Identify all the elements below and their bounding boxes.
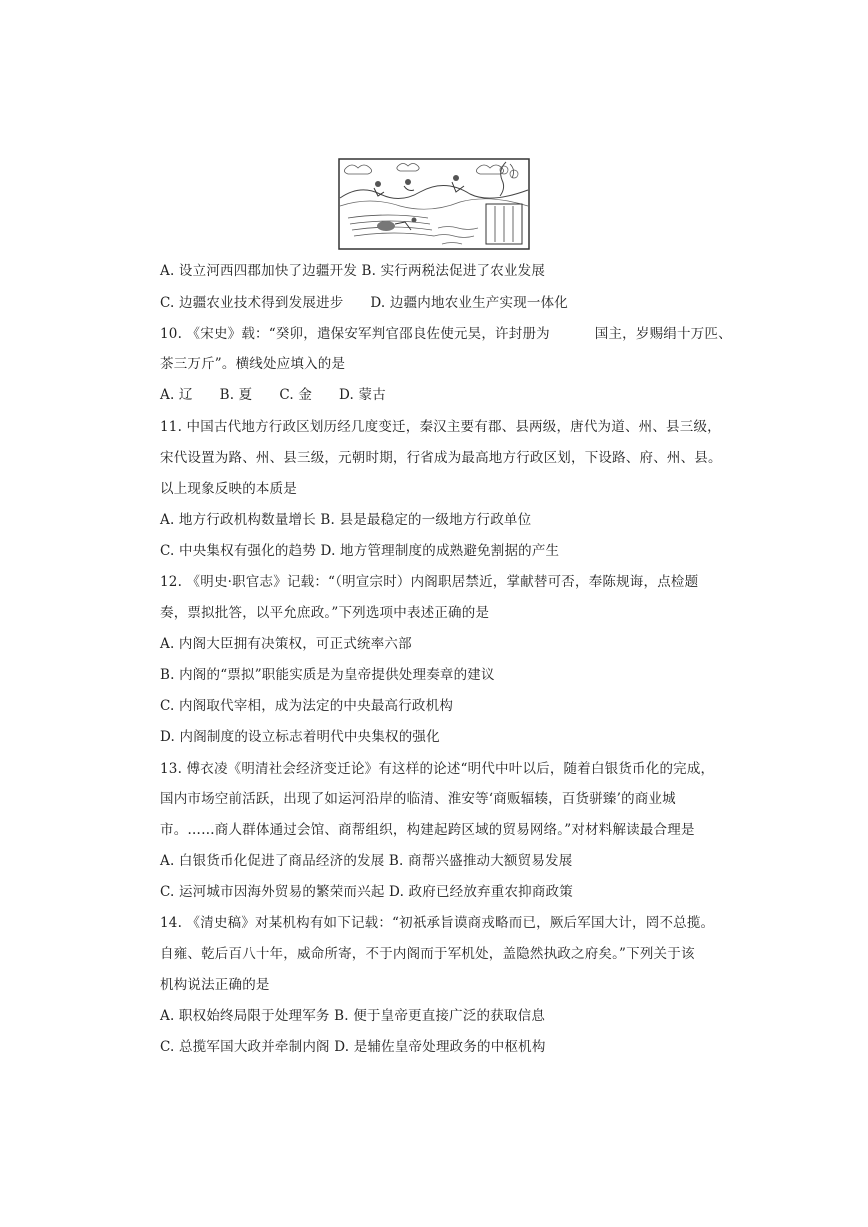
q9-options-cd: C. 边疆农业技术得到发展进步 D. 边疆内地农业生产实现一体化 [160, 295, 569, 311]
q13-options-cd: C. 运河城市因海外贸易的繁荣而兴起 D. 政府已经放弃重农抑商政策 [160, 884, 573, 900]
q11-stem-1: 11. 中国古代地方行政区划历经几度变迁，秦汉主要有郡、县两级，唐代为道、州、县三级， [160, 419, 721, 435]
q9-options-ab: A. 设立河西四郡加快了边疆开发 B. 实行两税法促进了农业发展 [160, 263, 546, 279]
q14-options-ab: A. 职权始终局限于处理军务 B. 便于皇帝更直接广泛的获取信息 [160, 1008, 546, 1024]
q13-options-ab: A. 白银货币化促进了商品经济的发展 B. 商帮兴盛推动大额贸易发展 [160, 853, 573, 869]
q11-stem-3: 以上现象反映的本质是 [160, 481, 297, 497]
q13-stem-2: 国内市场空前活跃，出现了如运河沿岸的临清、淮安等‘商贩辐辏，百货骈臻’的商业城 [160, 791, 676, 807]
q10-options: A. 辽 B. 夏 C. 金 D. 蒙古 [160, 387, 386, 403]
q14-options-cd: C. 总揽军国大政并牵制内阁 D. 是辅佐皇帝处理政务的中枢机构 [160, 1039, 546, 1055]
q12-stem-2: 奏，票拟批答，以平允庶政。”下列选项中表述正确的是 [160, 605, 490, 621]
q14-stem-2: 自雍、乾后百八十年，威命所寄，不于内阁而于军机处，盖隐然执政之府矣。”下列关于该 [160, 946, 695, 962]
q10-stem-2: 茶三万斤”。横线处应填入的是 [160, 356, 346, 372]
q11-options-cd: C. 中央集权有强化的趋势 D. 地方管理制度的成熟避免割据的产生 [160, 543, 560, 559]
q11-stem-2: 宋代设置为路、州、县三级，元朝时期，行省成为最高地方行政区划，下设路、府、州、县。 [160, 450, 722, 466]
q12-stem-1: 12. 《明史·职官志》记载：“（明宣宗时）内阁职居禁近，掌献替可否，奉陈规诲，点检题 [160, 574, 699, 590]
q12-option-c: C. 内阁取代宰相，成为法定的中央最高行政机构 [160, 698, 454, 714]
q14-stem-1: 14. 《清史稿》对某机构有如下记载：“初祇承旨谟商戎略而已，厥后军国大计，罔不总揽。 [160, 915, 715, 931]
woodblock-illustration [338, 158, 530, 250]
q12-option-b: B. 内阁的“票拟”职能实质是为皇帝提供处理奏章的建议 [160, 667, 495, 683]
q11-options-ab: A. 地方行政机构数量增长 B. 县是最稳定的一级地方行政单位 [160, 512, 532, 528]
q10-stem-1: 10. 《宋史》载：“癸卯，遣保安军判官邵良佐使元昊，许封册为 国主，岁赐绢十万匹、 [160, 326, 732, 342]
q12-option-d: D. 内阁制度的设立标志着明代中央集权的强化 [160, 729, 440, 745]
q14-stem-3: 机构说法正确的是 [160, 977, 270, 993]
q13-stem-1: 13. 傅衣凌《明清社会经济变迁论》有这样的论述“明代中叶以后，随着白银货币化的完成， [160, 761, 715, 777]
q12-option-a: A. 内阁大臣拥有决策权，可正式统率六部 [160, 636, 412, 652]
q13-stem-3: 市。……商人群体通过会馆、商帮组织，构建起跨区域的贸易网络。”对材料解读最合理是 [160, 822, 695, 838]
